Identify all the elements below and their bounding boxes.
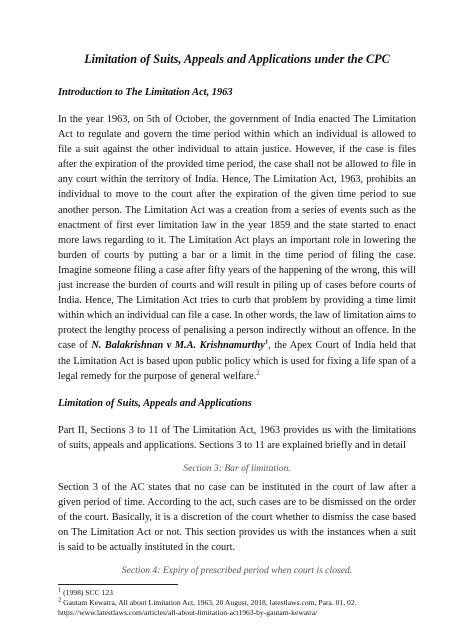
footnotes (58, 588, 416, 617)
case-name: N. Balakrishnan v M.A. Krishnamurthy$^1$ (91, 338, 269, 352)
introduction-paragraph (58, 112, 416, 384)
section-heading-limitation: Limitation of Suits, Appeals and Applications (58, 397, 252, 409)
footnote-2: $^2$ Gautam Kewatra, All about Limitation Act, 1963, 20 August, 2018, latestlaws.com, Para. 01, 02. (58, 596, 357, 607)
section-3-paragraph: Section 3 of the AC states that no case can be instituted in the court of law after a given period of time. According to the act, such cases are to be dismissed on the order of the court. Basically, it is a discretion of the court whether to dismiss the case based on The Limitation Act or not. This section provides us with the instances when a suit is said to be actually instituted in the court. (58, 481, 416, 554)
section-4-caption: Section 4: Expiry of prescribed period when court is closed. (121, 565, 353, 577)
limitation-paragraph: Part II, Sections 3 to 11 of The Limitation Act, 1963 provides us with the limitations of suits, appeals and applications. Sections 3 to 11 are explained briefly and in detail (58, 424, 416, 451)
section-heading-introduction: Introduction to The Limitation Act, 1963 (58, 87, 233, 98)
footnote-1: $^1$ (1998) SCC 123 (58, 586, 113, 598)
section-3-caption: Section 3: Bar of limitation. (183, 462, 291, 474)
footnote-2-url: https://www.latestlaws.com/articles/all-about-limitation-act1963-by-gautam-kewatra/ (58, 607, 318, 617)
introduction-text: In the year 1963, on 5th of October, the government of India enacted The Limitation Act to regulate and govern the time period within which an individual is allowed to file a suit against the other individual to attain justice. However, if the case is files after the expiration of the provided time period, the case shall not be allowed to file in any court within the territory of India. Hence, The Limitation Act, 1963, prohibits an individual to move to the court after the expiration of the given time period to sue another person. The Limitation Act was a creation from a series of events such as the enactment of first ever limitation law in the year 1859 and the state started to enact more laws regarding to it. The Limitation Act plays an important role in lowering the burden of courts by putting a bar or a limit in the time period of filing the case. Imagine someone filing a case after fifty years of the happening of the wrong, this will just increase the burden of courts and will result in piling up of cases before courts of India. Hence, The Limitation Act tries to curb that problem by providing a time limit within which an individual can file a case. In other words, the law of limitation aims to protect the lengthy process of penalising a person indirectly without an offence. In the case of (58, 114, 417, 352)
footnote-ref-2: 2 (256, 369, 260, 377)
footnote-ref-1: 1 (264, 338, 269, 346)
introduction-text-continued: , the Apex Court of India held that the Limitation Act is based upon public policy which is used for fixing a life span of a legal remedy for the purpose of general welfare. (58, 340, 417, 382)
footnote-divider (58, 584, 178, 585)
document-title: Limitation of Suits, Appeals and Applications under the CPC (84, 52, 390, 66)
